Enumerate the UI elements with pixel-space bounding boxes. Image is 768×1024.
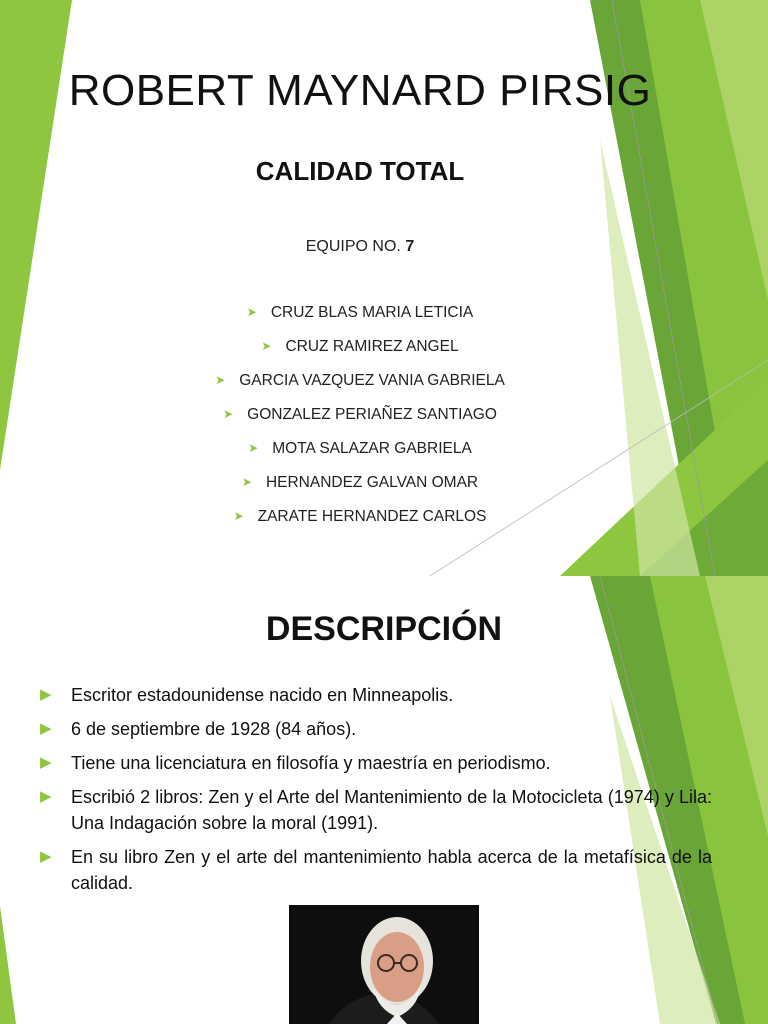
list-item bbox=[0, 300, 720, 334]
fact-list bbox=[40, 682, 712, 904]
list-item bbox=[40, 750, 712, 776]
member-name: CRUZ BLAS MARIA LETICIA bbox=[270, 304, 474, 321]
list-item bbox=[0, 436, 720, 470]
slide-description bbox=[0, 576, 768, 1024]
page-title: ROBERT MAYNARD PIRSIG bbox=[68, 66, 652, 115]
section-title: DESCRIPCIÓN bbox=[265, 610, 503, 648]
arrow-bullet-icon: ▶ bbox=[40, 686, 52, 703]
member-name: HERNANDEZ GALVAN OMAR bbox=[265, 474, 479, 491]
arrow-bullet-icon: ➤ bbox=[246, 305, 257, 319]
list-item bbox=[40, 844, 712, 896]
list-item bbox=[40, 784, 712, 836]
member-list bbox=[0, 300, 720, 538]
team-label-text: EQUIPO NO. bbox=[305, 238, 401, 255]
list-item bbox=[0, 368, 720, 402]
arrow-bullet-icon: ▶ bbox=[40, 720, 52, 737]
arrow-bullet-icon: ▶ bbox=[40, 754, 52, 771]
fact-text: En su libro Zen y el arte del mantenimiento habla acerca de la metafísica de la calidad. bbox=[71, 847, 712, 893]
arrow-bullet-icon: ➤ bbox=[261, 339, 272, 353]
list-item bbox=[0, 402, 720, 436]
fact-text: Escribió 2 libros: Zen y el Arte del Mantenimiento de la Motocicleta (1974) y Lila: Una Indagación sobre la moral (1991). bbox=[71, 787, 712, 833]
list-item bbox=[0, 504, 720, 538]
member-name: ZARATE HERNANDEZ CARLOS bbox=[257, 508, 487, 525]
portrait-photo bbox=[289, 905, 479, 1024]
list-item bbox=[0, 334, 720, 368]
team-number: 7 bbox=[405, 238, 415, 255]
portrait-illustration bbox=[289, 905, 479, 1024]
arrow-bullet-icon: ▶ bbox=[40, 848, 52, 865]
member-name: GARCIA VAZQUEZ VANIA GABRIELA bbox=[239, 372, 505, 389]
arrow-bullet-icon: ▶ bbox=[40, 788, 52, 805]
member-name: GONZALEZ PERIAÑEZ SANTIAGO bbox=[247, 406, 497, 423]
list-item bbox=[40, 682, 712, 708]
subtitle: CALIDAD TOTAL bbox=[255, 156, 465, 186]
fact-text: Escritor estadounidense nacido en Minneapolis. bbox=[71, 685, 454, 705]
arrow-bullet-icon: ➤ bbox=[215, 373, 226, 387]
arrow-bullet-icon: ➤ bbox=[248, 441, 259, 455]
arrow-bullet-icon: ➤ bbox=[241, 475, 252, 489]
member-name: CRUZ RAMIREZ ANGEL bbox=[285, 338, 459, 355]
team-label bbox=[0, 238, 720, 256]
fact-text: 6 de septiembre de 1928 (84 años). bbox=[71, 719, 357, 739]
fact-text: Tiene una licenciatura en filosofía y maestría en periodismo. bbox=[71, 753, 551, 773]
member-name: MOTA SALAZAR GABRIELA bbox=[272, 440, 472, 457]
arrow-bullet-icon: ➤ bbox=[233, 509, 244, 523]
list-item bbox=[40, 716, 712, 742]
arrow-bullet-icon: ➤ bbox=[223, 407, 234, 421]
list-item bbox=[0, 470, 720, 504]
